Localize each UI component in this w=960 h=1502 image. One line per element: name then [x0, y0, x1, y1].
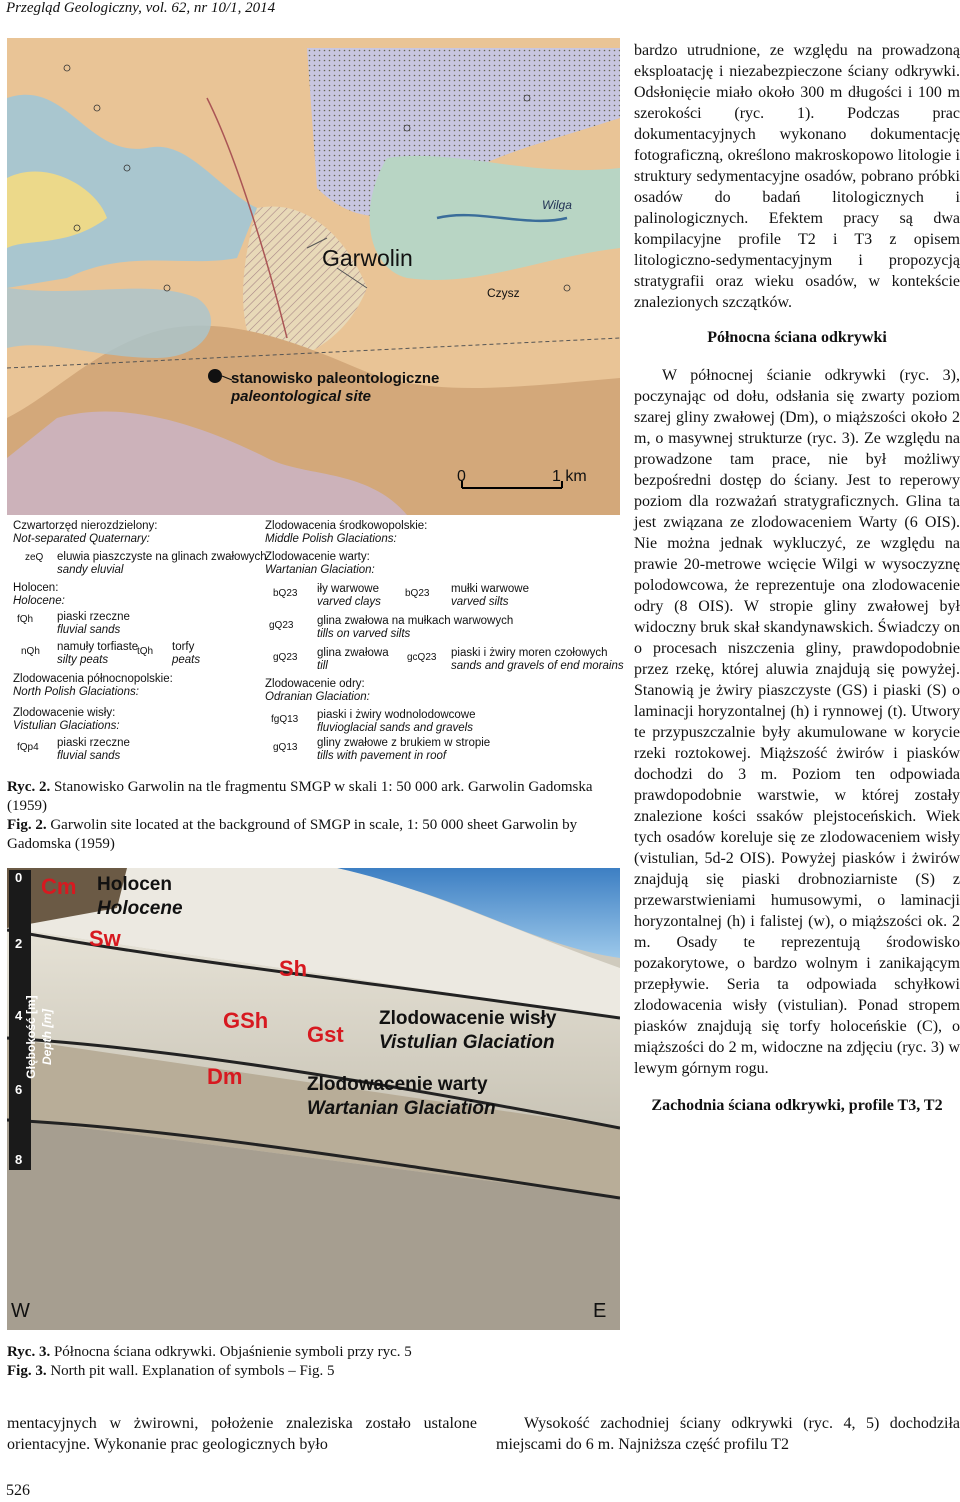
legend-text-pl: piaski rzeczne: [57, 737, 130, 749]
depth-tick: 2: [15, 936, 23, 951]
legend-heading: Zlodowacenie wisły:: [13, 707, 116, 719]
legend-text-en: varved silts: [451, 596, 509, 608]
fig3-label-pl: Ryc. 3.: [7, 1344, 51, 1360]
legend-heading: Zlodowacenie odry:: [265, 678, 365, 690]
depth-axis-label-pl: Głębokość [m]: [24, 995, 38, 1079]
legend-text-en: varved clays: [317, 596, 381, 608]
legend-heading: Zlodowacenia środkowopolskie:: [265, 520, 428, 532]
legend-heading: Zlodowacenie warty:: [265, 551, 370, 563]
legend-symbol: fQp4: [17, 742, 39, 753]
legend-text-en: peats: [172, 654, 201, 666]
legend-text-pl: iły warwowe: [317, 583, 379, 595]
fig2-label-en: Fig. 2.: [7, 817, 47, 833]
legend-symbol: nQh: [21, 646, 40, 657]
map-place-czysz: Czysz: [487, 286, 520, 300]
legend-text-en: fluvial sands: [57, 750, 121, 762]
legend-symbol: bQ23: [273, 588, 298, 599]
map-site-label-pl: stanowisko paleontologiczne: [231, 370, 440, 387]
legend-symbol: zeQ: [25, 552, 44, 563]
facies-cm: Cm: [41, 874, 77, 899]
map-town-label: Garwolin: [322, 245, 413, 271]
fig2-text-pl: Stanowisko Garwolin na tle fragmentu SMGP w skali 1: 50 000 ark. Garwolin Gadomska (1959): [7, 779, 593, 814]
scale-one-km: 1 km: [552, 468, 587, 485]
facies-sh: Sh: [279, 956, 308, 981]
facies-sw: Sw: [89, 926, 121, 951]
fig2-caption: [7, 778, 620, 854]
legend-text-pl: piaski i żwiry moren czołowych: [451, 647, 608, 659]
legend-symbol: gQ23: [269, 620, 294, 631]
map-legend: [7, 515, 624, 773]
legend-symbol: bQ23: [405, 588, 430, 599]
legend-heading: Czwartorzęd nierozdzielony:: [13, 520, 158, 532]
legend-heading: Vistulian Glaciations:: [13, 720, 120, 732]
depth-tick: 4: [15, 1008, 23, 1023]
legend-heading: North Polish Glaciations:: [13, 686, 139, 698]
photo-west-label: W: [11, 1300, 30, 1322]
body-paragraph: W północnej ścianie odkrywki (ryc. 3), poczynając od dołu, odsłania się zwarty poziom szarej gliny zwałowej (Dm), o miąższości około 2 m, o masywnej strukturze (ryc. 3). Ze względu na prowadzone tam prace, nie był możliwy bezpośredni dostęp do ściany. Jest to reperowy poziom dla rozważań stratygraficznych. Glina ta jest związana ze zlodowaceniem Warty (6 OIS). Nie można jednak wykluczyć, ze względu na prawie 20-metrowe wcięcie Wilgi w wysoczyznę polodowcowa, że reprezentuje ona zlodowacenie odry (8 OIS). W stropie gliny zwałowej był widoczny bruk skał skandynawskich. Świadczy on o procesach niszczenia gliny, prawdopodobnie przez rzekę, której aluwia znajdują się powyżej. Stanowią je żwiry piaszczyste (GS) i piaski (S) o laminacji horyzontalnej (h) i rynnowej (t). Utwory te przypuszczalnie były akumulowane w korycie rzeki roztokowej. Miąższość żwirów i piasków dochodzi do 3 m. Poziom ten odpowiada prawdopodobnie warstwie, w której zostały znalezione kości ssaków plejstoceńskich. Wiek tych osadów koreluje się ze zlodowaceniem wisły (vistulian, 5d-2 OIS). Powyżej piasków i żwirów znajdują się piaski drobnoziarniste (S) z przewarstwieniami humusowymi, o laminacji horyzontalnej (h) i falistej (w), o miąższości ok. 2 m. Osady te reprezentują środowisko pozakorytowe, o bardzo wolnym i zanikającym przepływie. Seria ta odpowiada schyłkowi zlodowacenia wisły (vistulian). Ponad stropem piasków znajdują się torfy holoceńskie (C), o miąższości do 2 m, widoczne na zdjęciu (ryc. 3) w lewym górnym rogu.: [634, 367, 960, 1077]
legend-heading: Holocen:: [13, 582, 59, 594]
geological-map: [7, 38, 620, 515]
legend-text-pl: torfy: [172, 641, 195, 653]
legend-text-pl: glina zwałowa na mułkach warwowych: [317, 615, 514, 627]
legend-text-en: till: [317, 660, 328, 672]
legend-heading: Holocene:: [13, 595, 65, 607]
legend-text-pl: gliny zwałowe z brukiem w stropie: [317, 737, 491, 749]
map-river-label: Wilga: [542, 198, 572, 212]
site-marker-icon: [208, 369, 222, 383]
body-paragraph: Wysokość zachodniej ściany odkrywki (ryc. 4, 5) dochodziła miejscami do 6 m. Najniższa część profilu T2: [496, 1415, 960, 1453]
legend-text-pl: namuły torfiaste: [57, 641, 139, 653]
wartanian-label-en: Wartanian Glaciation: [307, 1098, 496, 1119]
page-number: 526: [6, 1482, 30, 1499]
legend-symbol: gQ23: [273, 652, 298, 663]
legend-text-en: sandy eluvial: [57, 564, 124, 576]
fig3-caption: [7, 1343, 620, 1381]
legend-text-pl: eluwia piaszczyste na glinach zwałowych: [57, 551, 267, 563]
photo-east-label: E: [593, 1300, 607, 1322]
wartanian-label-pl: Zlodowacenie warty: [307, 1074, 488, 1095]
holocene-label: Holocene: [97, 898, 183, 919]
body-paragraph: bardzo utrudnione, ze względu na prowadzoną eksploatację i niezabezpieczone ściany odkrywki. Odsłonięcie miało około 300 m długości i 100 m szerokości (ryc. 1). Podczas prac dokumentacyjnych wykonano dokumentację fotograficzną, określono makroskopowo litologie i struktury sedymentacyjne osadów, pobrano próbki osadów do badań litologicznych i palinologicznych. Efektem pracy są dwa kompilacyjne profile T2 i T3 z opisem litologiczno-sedymentacyjnym i propozycją stratygrafii oraz wieku osadów, w kontekście znalezionych szczątków.: [634, 42, 960, 311]
section-heading: Zachodnia ściana odkrywki, profile T3, T2: [651, 1097, 943, 1114]
facies-dm: Dm: [207, 1064, 243, 1089]
legend-heading: Not-separated Quaternary:: [13, 533, 150, 545]
vistulian-label-pl: Zlodowacenie wisły: [379, 1008, 557, 1029]
fig2-text-en: Garwolin site located at the background of SMGP in scale, 1: 50 000 sheet Garwolin by Gadomska (1959): [7, 817, 578, 852]
legend-text-pl: mułki warwowe: [451, 583, 529, 595]
facies-gsh: GSh: [223, 1008, 269, 1033]
legend-heading: Zlodowacenia północnopolskie:: [13, 673, 173, 685]
journal-header: Przegląd Geologiczny, vol. 62, nr 10/1, 2014: [6, 0, 276, 16]
fig2-label-pl: Ryc. 2.: [7, 779, 51, 795]
legend-symbol: fgQ13: [271, 714, 299, 725]
right-column: [634, 40, 960, 1116]
legend-symbol: gQ13: [273, 742, 298, 753]
section-heading: Północna ściana odkrywki: [707, 329, 887, 346]
legend-text-en: silty peats: [57, 654, 109, 666]
fig3-text-en: North pit wall. Explanation of symbols – Fig. 5: [50, 1363, 335, 1379]
fig3-label-en: Fig. 3.: [7, 1363, 47, 1379]
legend-text-en: fluvioglacial sands and gravels: [317, 722, 473, 734]
legend-heading: Middle Polish Glaciations:: [265, 533, 397, 545]
legend-text-pl: piaski rzeczne: [57, 611, 130, 623]
legend-text-pl: glina zwałowa: [317, 647, 389, 659]
left-body-text: mentacyjnych w żwirowni, położenie znaleziska zostało ustalone orientacyjne. Wykonanie prac geologicznych było: [7, 1415, 477, 1453]
depth-tick: 6: [15, 1082, 23, 1097]
vistulian-label-en: Vistulian Glaciation: [379, 1032, 555, 1053]
map-site-label-en: paleontological site: [231, 388, 372, 405]
depth-axis-label-en: Depth [m]: [40, 1009, 54, 1065]
legend-heading: Odranian Glaciation:: [265, 691, 370, 703]
legend-text-pl: piaski i żwiry wodnolodowcowe: [317, 709, 476, 721]
facies-gst: Gst: [307, 1022, 344, 1047]
legend-heading: Wartanian Glaciation:: [265, 564, 375, 576]
holocen-label: Holocen: [97, 874, 172, 895]
depth-tick: 8: [15, 1152, 23, 1167]
legend-text-en: fluvial sands: [57, 624, 121, 636]
depth-tick: 0: [15, 870, 23, 885]
pit-wall-photo: [7, 868, 620, 1330]
legend-symbol: gcQ23: [407, 652, 437, 663]
map-graphic: [7, 38, 620, 515]
legend-text-en: sands and gravels of end morains: [451, 660, 624, 672]
fig3-text-pl: Północna ściana odkrywki. Objaśnienie symboli przy ryc. 5: [53, 1344, 412, 1360]
legend-symbol: fQh: [17, 614, 34, 625]
legend-text-en: tills with pavement in roof: [317, 750, 447, 762]
legend-symbol: tQh: [137, 646, 154, 657]
scale-zero: 0: [457, 468, 466, 485]
legend-text-en: tills on varved silts: [317, 628, 411, 640]
